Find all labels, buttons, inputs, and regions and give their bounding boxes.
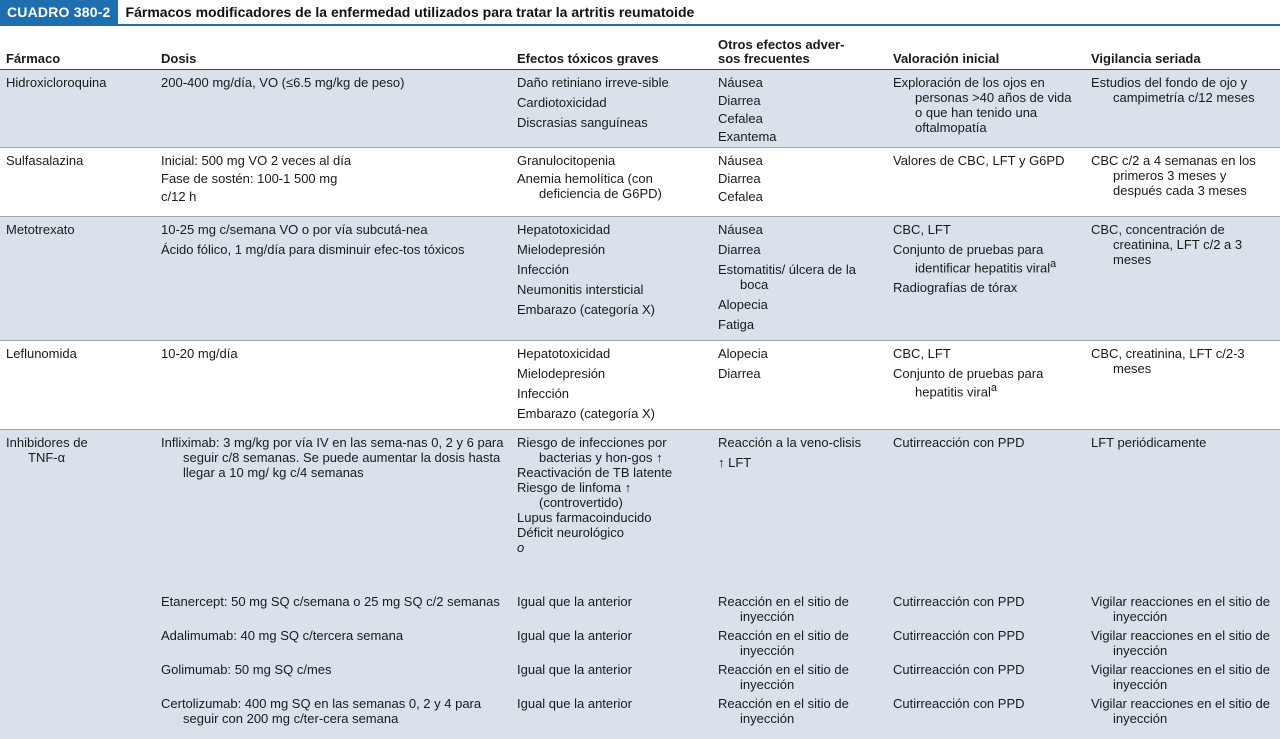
- dosis-line: Infliximab: 3 mg/kg por vía IV en las sema-nas 0, 2 y 6 para seguir c/8 semanas. Se puede aumentar la dosis hasta llegar a 10 mg/ kg c/4 semanas: [161, 435, 504, 480]
- cell-farmaco: [0, 430, 155, 593]
- farmaco-line: TNF-α: [28, 450, 66, 465]
- efecto-item: (controvertido): [539, 495, 623, 510]
- vigilancia-line: Estudios del fondo de ojo y campimetría c/12 meses: [1091, 75, 1255, 105]
- dosis-line: Etanercept: 50 mg SQ c/semana o 25 mg SQ c/2 semanas: [161, 593, 500, 609]
- efecto-item: Anemia hemolítica (con deficiencia de G6PD): [517, 171, 662, 201]
- efecto-item: Embarazo (categoría X): [517, 406, 656, 421]
- footnote-marker: a: [990, 382, 997, 394]
- efecto-item: [517, 435, 708, 465]
- efecto-item: Exantema: [718, 129, 777, 144]
- cell-dosis: Golimumab: 50 mg SQ c/mes: [155, 661, 511, 695]
- cell-valoracion: [887, 70, 1085, 148]
- cell-efectos-graves: Igual que la anterior: [511, 661, 712, 695]
- cell-dosis: [155, 341, 511, 430]
- cell-farmaco: Hidroxicloroquina: [0, 70, 155, 148]
- efecto-item: Diarrea: [718, 93, 761, 108]
- cell-efectos-graves: [511, 341, 712, 430]
- cell-otros-efectos: [712, 593, 887, 627]
- cell-dosis: [155, 70, 511, 148]
- table-row-tnf-etanercept: [0, 593, 1280, 627]
- cell-valoracion: [887, 341, 1085, 430]
- cell-farmaco: [0, 695, 155, 739]
- efecto-item: Infección: [517, 386, 570, 401]
- header-otros-line2: sos frecuentes: [718, 51, 810, 66]
- dosis-line: 10-20 mg/día: [161, 346, 238, 361]
- cell-otros-efectos: [712, 627, 887, 661]
- efecto-item: Náusea: [718, 222, 763, 237]
- table-row-sulfasalazina: [0, 148, 1280, 217]
- cell-vigilancia: [1085, 627, 1280, 661]
- table-row-tnf-certolizumab: [0, 695, 1280, 739]
- cell-vigilancia: LFT periódicamente: [1085, 430, 1280, 593]
- cell-otros-efectos: [712, 695, 887, 739]
- cell-vigilancia: [1085, 593, 1280, 627]
- header-efectos-graves: Efectos tóxicos graves: [511, 38, 712, 70]
- cell-vigilancia: [1085, 661, 1280, 695]
- cell-vigilancia: [1085, 217, 1280, 341]
- cell-dosis: Adalimumab: 40 mg SQ c/tercera semana: [155, 627, 511, 661]
- efecto-item: Neumonitis intersticial: [517, 282, 644, 297]
- efecto-item: Cefalea: [718, 189, 763, 204]
- dosis-line: Inicial: 500 mg VO 2 veces al día: [161, 153, 352, 168]
- table-row-hidroxicloroquina: [0, 70, 1280, 148]
- cell-efectos-graves: [511, 148, 712, 217]
- dosis-line: c/12 h: [161, 189, 197, 204]
- vigilancia-line: CBC, concentración de creatinina, LFT c/2 a 3 meses: [1091, 222, 1243, 267]
- cell-dosis: [155, 430, 511, 593]
- vigilancia-line: CBC c/2 a 4 semanas en los primeros 3 meses y después cada 3 meses: [1091, 153, 1256, 198]
- header-valoracion: Valoración inicial: [887, 38, 1085, 70]
- efecto-item: Fatiga: [718, 317, 755, 332]
- cell-dosis: [155, 695, 511, 739]
- efecto-item: [517, 480, 708, 495]
- valoracion-text: Conjunto de pruebas para identificar hepatitis viral: [893, 242, 1051, 276]
- dmard-table: [0, 38, 1280, 739]
- cell-valoracion: Cutirreacción con PPD: [887, 627, 1085, 661]
- cell-valoracion: Cutirreacción con PPD: [887, 593, 1085, 627]
- efecto-text: Riesgo de infecciones por bacterias y hon-gos: [517, 435, 667, 465]
- efecto-item: Reacción en el sitio de inyección: [718, 661, 849, 692]
- cell-otros-efectos: [712, 148, 887, 217]
- efecto-item: Diarrea: [718, 171, 761, 186]
- efecto-item: Reacción en el sitio de inyección: [718, 695, 849, 726]
- table-header-row: [0, 38, 1280, 70]
- cell-efectos-graves: [511, 70, 712, 148]
- up-arrow-icon: ↑: [656, 450, 663, 465]
- efecto-item: Hepatotoxicidad: [517, 222, 611, 237]
- efecto-item: o: [517, 540, 525, 555]
- cell-valoracion: Cutirreacción con PPD: [887, 695, 1085, 739]
- header-otros-line1: Otros efectos adver-: [718, 37, 845, 52]
- efecto-item: Estomatitis/ úlcera de la boca: [718, 262, 857, 292]
- cell-vigilancia: [1085, 70, 1280, 148]
- cell-farmaco: Metotrexato: [0, 217, 155, 341]
- efecto-item: Lupus farmacoinducido: [517, 510, 652, 525]
- valoracion-text: Conjunto de pruebas para hepatitis viral: [893, 366, 1044, 400]
- cell-farmaco: [0, 593, 155, 627]
- efecto-item: Reacción en el sitio de inyección: [718, 627, 849, 658]
- header-dosis: Dosis: [155, 38, 511, 70]
- efecto-item: Cardiotoxicidad: [517, 95, 607, 110]
- efecto-item: Náusea: [718, 153, 763, 168]
- efecto-item: Déficit neurológico: [517, 525, 624, 540]
- efecto-item: Cefalea: [718, 111, 763, 126]
- efecto-item: Reactivación de TB latente: [517, 465, 673, 480]
- table-title: Fármacos modificadores de la enfermedad utilizados para tratar la artritis reumatoide: [125, 4, 695, 20]
- cell-vigilancia: [1085, 695, 1280, 739]
- cell-otros-efectos: [712, 430, 887, 593]
- footnote-marker: a: [1050, 258, 1057, 270]
- table-title-bar: [0, 0, 1280, 26]
- cell-otros-efectos: [712, 217, 887, 341]
- table-row-tnf-infliximab: [0, 430, 1280, 593]
- header-otros-efectos: [712, 38, 887, 70]
- cell-valoracion: Cutirreacción con PPD: [887, 661, 1085, 695]
- cell-vigilancia: [1085, 341, 1280, 430]
- efecto-item: Infección: [517, 262, 570, 277]
- vigilancia-line: Vigilar reacciones en el sitio de inyección: [1091, 627, 1270, 658]
- valoracion-line: [893, 366, 1081, 399]
- up-arrow-icon: ↑: [718, 455, 725, 470]
- valoracion-line: CBC, LFT: [893, 222, 951, 237]
- farmaco-line: Inhibidores de: [6, 435, 88, 450]
- cell-efectos-graves: [511, 430, 712, 593]
- cell-valoracion: [887, 217, 1085, 341]
- efecto-item: Reacción en el sitio de inyección: [718, 593, 849, 624]
- dosis-line: Certolizumab: 400 mg SQ en las semanas 0, 2 y 4 para seguir con 200 mg c/ter-cera semana: [161, 695, 482, 726]
- efecto-item: [718, 455, 883, 470]
- header-vigilancia: Vigilancia seriada: [1085, 38, 1280, 70]
- cell-valoracion: Cutirreacción con PPD: [887, 430, 1085, 593]
- efecto-item: Reacción a la veno-clisis: [718, 435, 862, 450]
- cell-vigilancia: [1085, 148, 1280, 217]
- dosis-line: 200-400 mg/día, VO (≤6.5 mg/kg de peso): [161, 75, 405, 90]
- dosis-line: Fase de sostén: 100-1 500 mg: [161, 171, 338, 186]
- valoracion-line: Radiografías de tórax: [893, 280, 1018, 296]
- header-farmaco: Fármaco: [0, 38, 155, 70]
- vigilancia-line: Vigilar reacciones en el sitio de inyección: [1091, 695, 1270, 726]
- valoracion-line: [893, 242, 1081, 275]
- efecto-item: Diarrea: [718, 366, 761, 381]
- table-number-badge: CUADRO 380-2: [0, 0, 118, 24]
- cell-otros-efectos: [712, 341, 887, 430]
- table-row-tnf-golimumab: [0, 661, 1280, 695]
- efecto-text: Riesgo de linfoma: [517, 480, 622, 495]
- cell-valoracion: [887, 148, 1085, 217]
- cell-dosis: [155, 593, 511, 627]
- vigilancia-line: Vigilar reacciones en el sitio de inyección: [1091, 661, 1270, 692]
- table-row-leflunomida: [0, 341, 1280, 430]
- dosis-line: 10-25 mg c/semana VO o por vía subcutá-nea: [161, 222, 428, 237]
- dosis-line: Ácido fólico, 1 mg/día para disminuir efec-tos tóxicos: [161, 242, 465, 257]
- cell-efectos-graves: Igual que la anterior: [511, 695, 712, 739]
- cell-farmaco: Leflunomida: [0, 341, 155, 430]
- vigilancia-line: CBC, creatinina, LFT c/2-3 meses: [1091, 346, 1245, 376]
- cell-dosis: [155, 148, 511, 217]
- efecto-item: Náusea: [718, 75, 763, 90]
- cell-farmaco: Sulfasalazina: [0, 148, 155, 217]
- efecto-item: Discrasias sanguíneas: [517, 115, 648, 130]
- vigilancia-line: Vigilar reacciones en el sitio de inyección: [1091, 593, 1270, 624]
- cell-farmaco: [0, 627, 155, 661]
- cell-efectos-graves: [511, 217, 712, 341]
- efecto-item: Granulocitopenia: [517, 153, 616, 168]
- efecto-item: Hepatotoxicidad: [517, 346, 611, 361]
- valoracion-line: Valores de CBC, LFT y G6PD: [893, 153, 1065, 168]
- efecto-item: Alopecia: [718, 297, 768, 312]
- cell-otros-efectos: [712, 661, 887, 695]
- cell-efectos-graves: Igual que la anterior: [511, 593, 712, 627]
- efecto-item: Daño retiniano irreve-sible: [517, 75, 669, 90]
- table-row-tnf-adalimumab: [0, 627, 1280, 661]
- up-arrow-icon: ↑: [624, 480, 632, 495]
- table-row-metotrexato: [0, 217, 1280, 341]
- efecto-item: Diarrea: [718, 242, 761, 257]
- valoracion-line: Exploración de los ojos en personas >40 años de vida o que han tenido una oftalmopatía: [893, 75, 1072, 135]
- cell-dosis: [155, 217, 511, 341]
- efecto-item: Alopecia: [718, 346, 768, 361]
- efecto-item: Mielodepresión: [517, 366, 606, 381]
- efecto-item: Mielodepresión: [517, 242, 606, 257]
- cell-efectos-graves: Igual que la anterior: [511, 627, 712, 661]
- valoracion-line: CBC, LFT: [893, 346, 951, 361]
- efecto-item: Embarazo (categoría X): [517, 302, 656, 317]
- cell-farmaco: [0, 661, 155, 695]
- efecto-text: LFT: [728, 455, 752, 470]
- cell-otros-efectos: [712, 70, 887, 148]
